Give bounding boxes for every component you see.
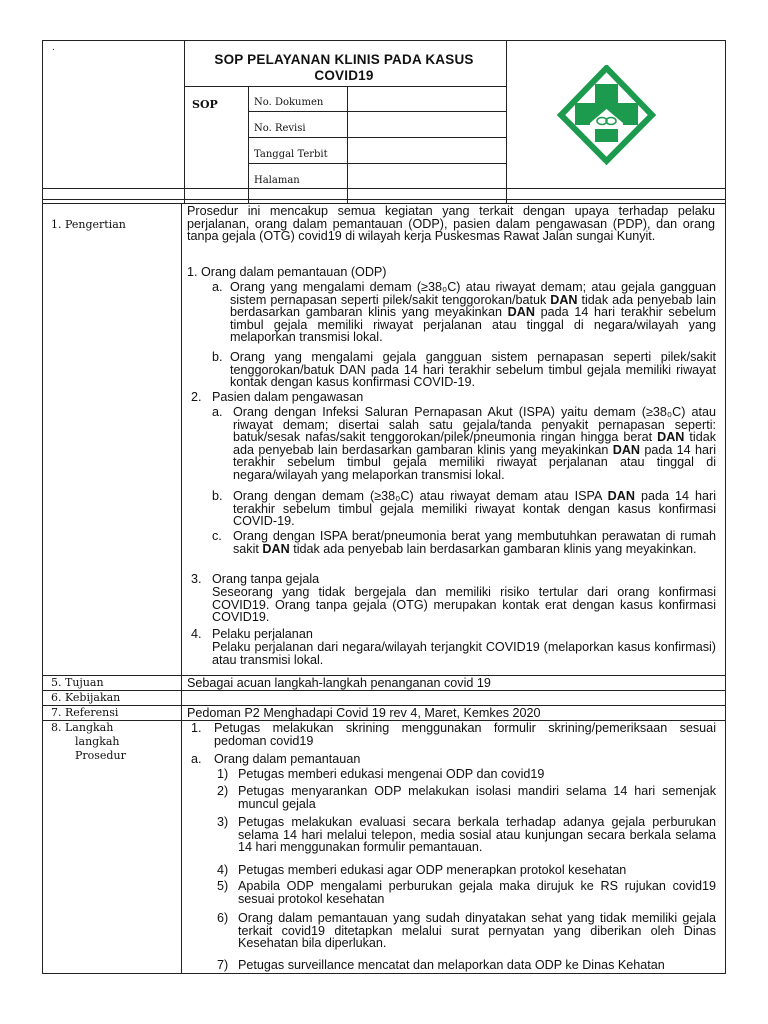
pdp-a-marker: a. [212,405,223,419]
item-7-marker: 7) [217,958,229,972]
section-label-prosedur-3: Prosedur [75,749,126,762]
document-number-label: No. Dokumen [254,97,324,108]
item-5-marker: 5) [217,879,229,893]
item-2-marker: 2) [217,784,229,798]
pdp-b-text: Orang dengan demam (≥38₀C) atau riwayat demam atau ISPA DAN pada 14 hari terakhir sebelum timbul gejala memiliki riwayat kontak dengan kasus konfirmasi COVID-19. [233,489,716,529]
pengertian-intro: Prosedur ini mencakup semua kegiatan yang terkait dengan upaya terhadap pelaku perjalanan, orang dalam pemantauan (ODP), pasien dalam pengawasan (PDP), dan orang tanpa gejala (OTG) covid19 di wilayah kerja Puskesmas Rawat Jalan sungai Kunyit. [187,204,715,244]
odp-a-text: Orang yang mengalami demam (≥38₀C) atau riwayat demam; atau gejala gangguan sistem pernapasan seperti pilek/sakit tenggorokan/batuk DAN tidak ada penyebab lain berdasarkan gambaran klinis yang meyakinkan DAN pada 14 hari terakhir sebelum timbul gejala memiliki riwayat perjalanan atau tinggal di negara/wilayah yang melaporkan transmisi lokal. [230,280,716,345]
otg-marker: 3. [191,572,202,586]
puskesmas-logo [555,65,658,165]
traveler-text: Pelaku perjalanan dari negara/wilayah terjangkit COVID19 (melaporkan kasus konfirmasi) atau transmisi lokal. [212,640,716,667]
revision-number-label: No. Revisi [254,123,306,134]
section-label-kebijakan: 6. Kebijakan [51,691,121,704]
pdp-marker: 2. [191,390,202,404]
item-1-text: Petugas memberi edukasi mengenai ODP dan covid19 [238,767,545,781]
tujuan-text: Sebagai acuan langkah-langkah penanganan covid 19 [187,676,491,690]
odp-b-text: Orang yang mengalami gejala gangguan sistem pernapasan seperti pilek/sakit tenggorokan/batuk DAN pada 14 hari terakhir sebelum timbul gejala memiliki riwayat kontak dengan kasus konfirmasi COVID-19. [230,350,716,390]
sop-label: SOP [192,98,218,111]
section-label-prosedur-1: 8. Langkah [51,721,114,734]
odp-heading: 1. Orang dalam pemantauan (ODP) [187,265,387,279]
pdp-c-text: Orang dengan ISPA berat/pneumonia berat yang membutuhkan perawatan di rumah sakit DAN tidak ada penyebab lain berdasarkan gambaran klinis yang meyakinkan. [233,529,716,556]
step-1-marker: 1. [191,721,202,735]
item-6-text: Orang dalam pemantauan yang sudah dinyatakan sehat yang tidak memiliki gejala terkait covid19 ditetapkan melalui surat pernyatan yang diberikan oleh Dinas Kesehatan bila diperlukan. [238,911,716,951]
traveler-marker: 4. [191,627,202,641]
section-label-pengertian: 1. Pengertian [51,218,126,231]
section-label-prosedur-2: langkah [75,735,120,748]
document-title: SOP PELAYANAN KLINIS PADA KASUS COVID19 [214,52,474,83]
odp-a-marker: a. [212,280,223,294]
section-label-referensi: 7. Referensi [51,706,119,719]
item-6-marker: 6) [217,911,229,925]
item-4-text: Petugas memberi edukasi agar ODP menerapkan protokol kesehatan [238,863,627,877]
item-1-marker: 1) [217,767,229,781]
odp-b-marker: b. [212,350,223,364]
step-1-text: Petugas melakukan skrining menggunakan formulir skrining/pemeriksaan sesuai pedoman covid19 [214,721,716,748]
referensi-text: Pedoman P2 Menghadapi Covid 19 rev 4, Maret, Kemkes 2020 [187,706,541,720]
item-4-marker: 4) [217,863,229,877]
item-5-text: Apabila ODP mengalami perburukan gejala maka dirujuk ke RS rujukan covid19 sesuai protokol kesehatan [238,879,716,906]
pdp-a-text: Orang dengan Infeksi Saluran Pernapasan Akut (ISPA) yaitu demam (≥38₀C) atau riwayat demam; disertai salah satu gejala/tanda penyakit pernapasan seperti: batuk/sesak nafas/sakit tenggorokan/pilek/pneumonia ringan hingga berat DAN tidak ada penyebab lain berdasarkan gambaran klinis yang meyakinkan DAN pada 14 hari terakhir sebelum timbul gejala memiliki riwayat perjalanan atau tinggal di negara/wilayah yang melaporkan transmisi lokal. [233,405,716,482]
sub-a-marker: a. [191,752,202,766]
otg-heading: Orang tanpa gejala [212,572,320,586]
item-2-text: Petugas menyarankan ODP melakukan isolasi mandiri selama 14 hari semenjak muncul gejala [238,784,716,811]
page-label: Halaman [254,175,300,186]
item-3-text: Petugas melakukan evaluasi secara berkala terhadap adanya gejala perburukan selama 14 hari melalui telepon, media sosial atau kunjungan secara berkala selama 14 hari menggunakan formulir pemantauan. [238,815,716,855]
pdp-b-marker: b. [212,489,223,503]
issue-date-label: Tanggal Terbit [254,149,328,160]
section-label-tujuan: 5. Tujuan [51,676,104,689]
otg-text: Seseorang yang tidak bergejala dan memiliki risiko tertular dari orang konfirmasi COVID19. Orang tanpa gejala (OTG) merupakan kontak erat dengan kasus konfirmasi COVID19. [212,585,716,625]
traveler-heading: Pelaku perjalanan [212,627,313,641]
pdp-c-marker: c. [212,529,222,543]
pdp-heading: Pasien dalam pengawasan [212,390,364,404]
item-7-text: Petugas surveillance mencatat dan melaporkan data ODP ke Dinas Kehatan [238,958,665,972]
top-mark: . [52,42,55,53]
item-3-marker: 3) [217,815,229,829]
sub-a-heading: Orang dalam pemantauan [214,752,361,766]
